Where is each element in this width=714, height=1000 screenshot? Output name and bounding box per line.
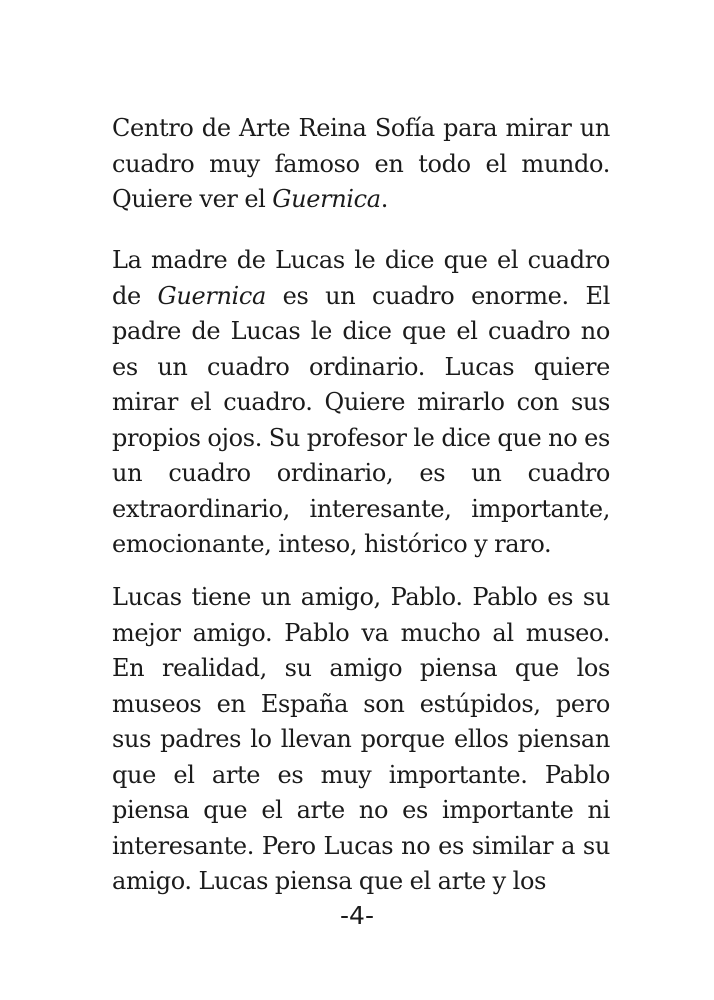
paragraph-1-end: . <box>380 185 388 213</box>
paragraph-1-text: Centro de Arte Reina Sofía para mirar un cuadro muy famoso en todo el mundo. Quiere ver el <box>112 114 610 213</box>
paragraph-3-text: Lucas tiene un amigo, Pablo. Pablo es su mejor amigo. Pablo va mucho al museo. En realidad, su amigo piensa que los museos en España son estúpidos, pero sus padres lo llevan porque ellos piensan que el arte es muy importante. Pablo piensa que el arte no es importante ni interesante. Pero Lucas no es similar a su amigo. Lucas piensa que el arte y los <box>112 583 610 895</box>
paragraph-3 <box>112 580 610 900</box>
paragraph-2-text-start: La madre de Lucas le dice que el cuadro de <box>112 246 610 310</box>
paragraph-1-italic-title: Guernica <box>272 185 381 213</box>
paragraph-2-text-rest: es un cuadro enorme. El padre de Lucas le dice que el cuadro no es un cuadro ordinario. Lucas quiere mirar el cuadro. Quiere mirarlo con sus propios ojos. Su profesor le dice que no es un cuadro ordinario, es un cuadro extraordinario, interesante, importante, emocionante, inteso, histórico y raro. <box>112 281 610 558</box>
paragraph-2-italic-title: Guernica <box>157 281 266 310</box>
paragraph-2 <box>112 243 610 563</box>
paragraph-1 <box>112 111 610 218</box>
page-number: -4- <box>340 901 374 930</box>
